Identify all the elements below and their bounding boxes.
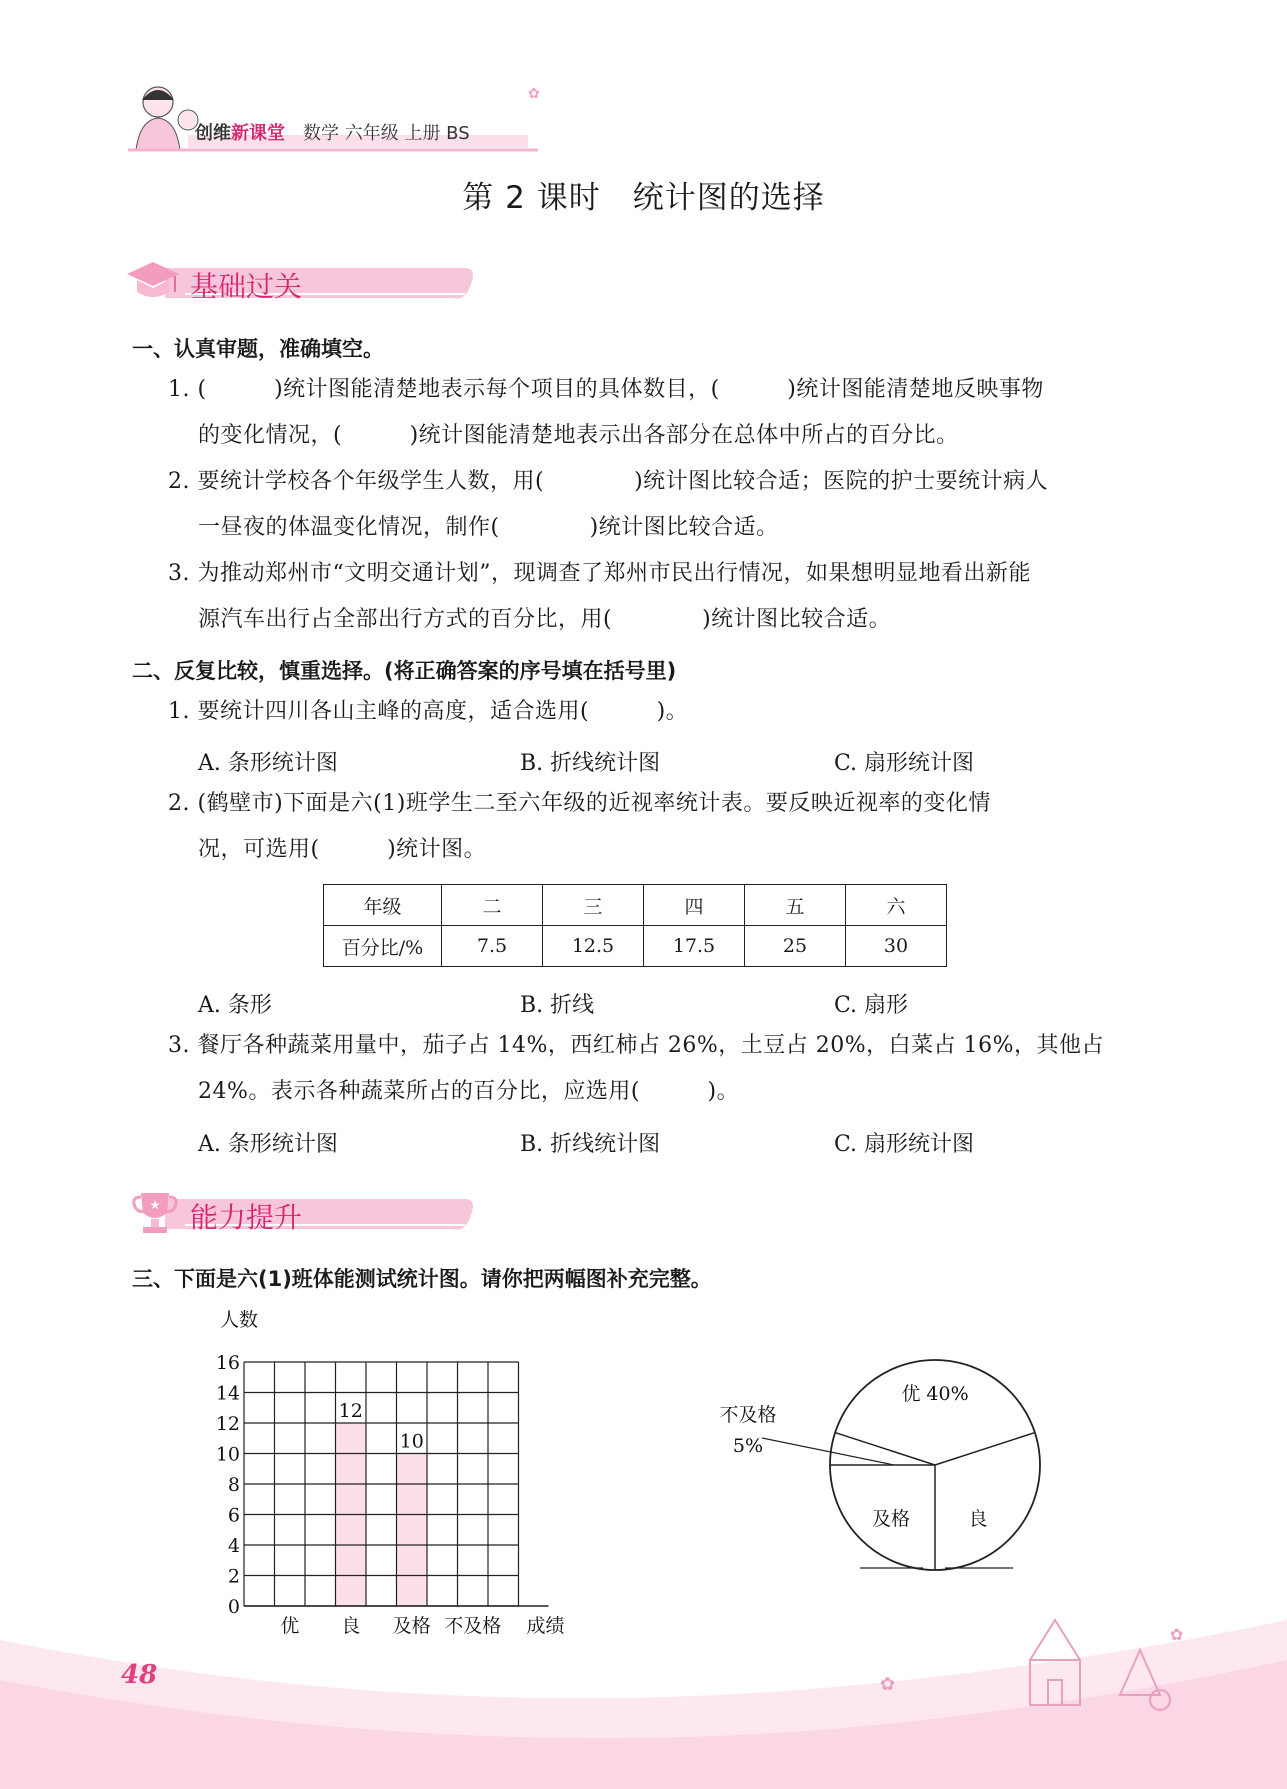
p2-q3-option-c[interactable]: C. 扇形统计图 bbox=[834, 1132, 975, 1157]
pie-label-bujige-percent: 5% bbox=[732, 1435, 764, 1457]
p2-q3-line1: 3. 餐厅各种蔬菜用量中，茄子占 14%，西红柿占 26%，土豆占 20%，白菜占 16%，其他占 bbox=[168, 1033, 1105, 1058]
table-cell: 12.5 bbox=[543, 926, 644, 967]
table-cell: 30 bbox=[846, 926, 947, 967]
p1-q3-line1: 3. 为推动郑州市“文明交通计划”，现调查了郑州市民出行情况，如果想明显地看出新能 bbox=[168, 561, 1031, 586]
table-header-cell: 百分比/% bbox=[324, 926, 442, 967]
x-category-label: 优 bbox=[280, 1615, 300, 1637]
p2-q3-option-a[interactable]: A. 条形统计图 bbox=[198, 1132, 338, 1157]
p1-q1-line2: 的变化情况，( )统计图能清楚地表示出各部分在总体中所占的百分比。 bbox=[198, 423, 959, 448]
y-tick-label: 14 bbox=[215, 1382, 240, 1405]
pie-label-you: 优 40% bbox=[901, 1383, 969, 1405]
book-info: 数学 六年级 上册 BS bbox=[303, 123, 470, 144]
flower-icon: ✿ bbox=[880, 1674, 896, 1695]
table-cell: 25 bbox=[745, 926, 846, 967]
p2-q1-option-c[interactable]: C. 扇形统计图 bbox=[834, 751, 975, 776]
y-tick-label: 6 bbox=[227, 1504, 240, 1527]
p1-q2-line1: 2. 要统计学校各个年级学生人数，用( )统计图比较合适；医院的护士要统计病人 bbox=[168, 469, 1049, 494]
myopia-table bbox=[323, 884, 947, 967]
table-cell: 五 bbox=[745, 885, 846, 926]
y-tick-label: 16 bbox=[215, 1352, 240, 1374]
p2-q2-line1: 2. (鹤壁市)下面是六(1)班学生二至六年级的近视率统计表。要反映近视率的变化情 bbox=[168, 791, 991, 816]
brand-part2: 新课堂 bbox=[231, 123, 285, 144]
p1-q2-line2: 一昼夜的体温变化情况，制作( )统计图比较合适。 bbox=[198, 515, 779, 540]
y-tick-label: 2 bbox=[227, 1565, 240, 1588]
table-cell: 六 bbox=[846, 885, 947, 926]
trophy-icon bbox=[131, 1189, 179, 1239]
y-axis-label: 人数 bbox=[220, 1309, 259, 1331]
pie-label-jige: 及格 bbox=[871, 1508, 911, 1530]
p2-q3-option-b[interactable]: B. 折线统计图 bbox=[520, 1132, 661, 1157]
pie-label-bujige: 不及格 bbox=[719, 1404, 777, 1426]
x-category-label: 及格 bbox=[392, 1615, 431, 1637]
table-header-cell: 年级 bbox=[324, 885, 442, 926]
part1-heading: 一、认真审题，准确填空。 bbox=[132, 337, 384, 361]
y-tick-label: 0 bbox=[227, 1596, 240, 1618]
table-cell: 二 bbox=[442, 885, 543, 926]
x-category-label: 良 bbox=[341, 1615, 361, 1637]
p2-q1-option-a[interactable]: A. 条形统计图 bbox=[198, 751, 338, 776]
p2-q1: 1. 要统计四川各山主峰的高度，适合选用( )。 bbox=[168, 699, 689, 724]
bar-及格 bbox=[397, 1454, 428, 1607]
y-tick-label: 12 bbox=[215, 1413, 240, 1435]
table-cell: 三 bbox=[543, 885, 644, 926]
bar-chart bbox=[200, 1300, 600, 1640]
p2-q2-line2: 况，可选用( )统计图。 bbox=[198, 837, 487, 862]
bar-value-label: 12 bbox=[338, 1400, 363, 1422]
p1-q1-line1: 1. ( )统计图能清楚地表示每个项目的具体数目，( )统计图能清楚地反映事物 bbox=[168, 377, 1044, 402]
flower-icon: ✿ bbox=[528, 86, 540, 102]
footer-wave-decoration bbox=[0, 1600, 1287, 1789]
bar-value-label: 10 bbox=[399, 1430, 424, 1453]
section-banner-basic bbox=[125, 256, 485, 312]
y-tick-label: 8 bbox=[227, 1474, 240, 1496]
part3-heading: 三、下面是六(1)班体能测试统计图。请你把两幅图补充完整。 bbox=[132, 1267, 712, 1291]
graduation-cap-icon bbox=[125, 258, 181, 306]
p1-q3-line2: 源汽车出行占全部出行方式的百分比，用( )统计图比较合适。 bbox=[198, 607, 892, 632]
svg-text:★: ★ bbox=[149, 1198, 161, 1212]
brand-part1: 创维 bbox=[195, 123, 231, 144]
p2-q2-option-b[interactable]: B. 折线 bbox=[520, 993, 595, 1018]
page-title: 第 2 课时 统计图的选择 bbox=[462, 180, 825, 216]
table-cell: 四 bbox=[644, 885, 745, 926]
header-title bbox=[195, 119, 470, 145]
table-cell: 7.5 bbox=[442, 926, 543, 967]
page-number: 48 bbox=[121, 1660, 158, 1690]
x-axis-label: 成绩 bbox=[526, 1615, 565, 1637]
p2-q3-line2: 24%。表示各种蔬菜所占的百分比，应选用( )。 bbox=[198, 1079, 740, 1104]
part2-heading: 二、反复比较，慎重选择。(将正确答案的序号填在括号里) bbox=[132, 659, 677, 683]
p2-q1-option-b[interactable]: B. 折线统计图 bbox=[520, 751, 661, 776]
table-row bbox=[324, 926, 947, 967]
p2-q2-option-c[interactable]: C. 扇形 bbox=[834, 993, 909, 1018]
y-tick-label: 10 bbox=[215, 1443, 240, 1466]
x-category-label: 不及格 bbox=[444, 1615, 502, 1637]
y-tick-label: 4 bbox=[227, 1535, 240, 1557]
pie-label-liang: 良 bbox=[968, 1508, 988, 1530]
section-banner-ability bbox=[125, 1187, 485, 1243]
pie-chart bbox=[700, 1340, 1060, 1590]
section-title-ability: 能力提升 bbox=[190, 1201, 303, 1234]
table-cell: 17.5 bbox=[644, 926, 745, 967]
p2-q2-option-a[interactable]: A. 条形 bbox=[198, 993, 272, 1018]
section-title-basic: 基础过关 bbox=[190, 270, 303, 303]
table-row bbox=[324, 885, 947, 926]
flower-icon: ✿ bbox=[1170, 1625, 1184, 1644]
